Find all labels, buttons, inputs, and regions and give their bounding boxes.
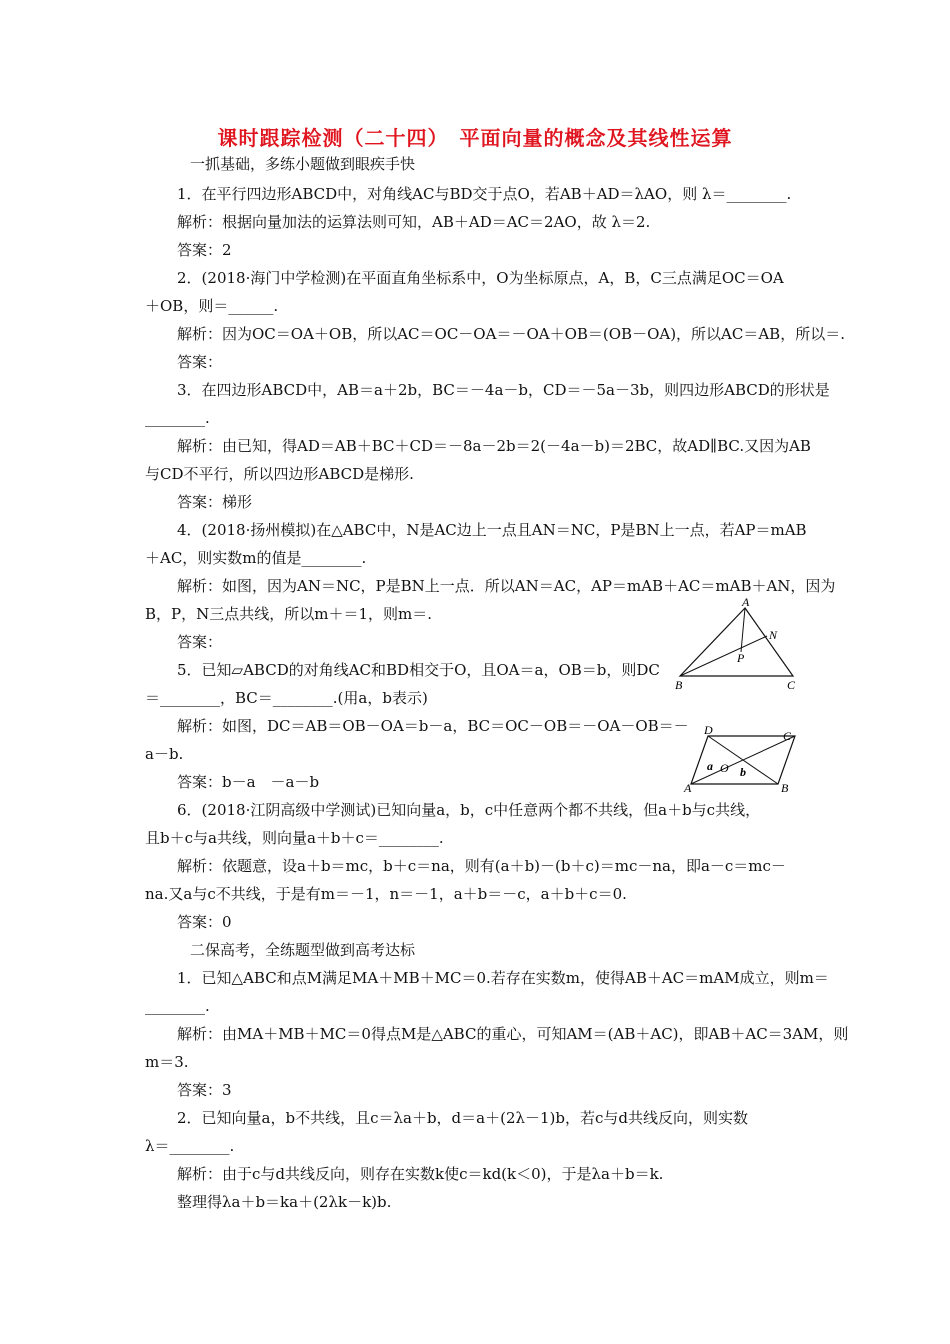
q3-answer: 答案：梯形 xyxy=(177,493,253,511)
label-a: A xyxy=(742,596,750,609)
q1-analysis: 解析：根据向量加法的运算法则可知，AB＋AD＝AC＝2AO，故 λ＝2. xyxy=(177,213,651,231)
label-d: D xyxy=(704,726,713,737)
section-heading-basics: 一抓基础，多练小题做到眼疾手快 xyxy=(190,155,416,173)
label-vec-b: b xyxy=(740,765,746,779)
q6-analysis-line2: na.又a与c不共线，于是有m＝－1，n＝－1，a＋b＝－c，a＋b＋c＝0. xyxy=(145,885,627,903)
q6-stem-line2: 且b＋c与a共线，则向量a＋b＋c＝________. xyxy=(145,829,444,847)
segment-ap xyxy=(741,608,745,652)
q4-analysis-line1: 解析：如图，因为AN＝NC，P是BN上一点．所以AN＝AC，AP＝mAB＋AC＝mAB＋AN，因为 xyxy=(177,577,836,595)
q4-stem-line2: ＋AC，则实数m的值是________. xyxy=(145,549,367,567)
triangle-figure xyxy=(665,596,815,694)
q4-analysis-line2: B，P，N三点共线，所以m＋＝1，则m＝. xyxy=(145,605,433,623)
label-p: P xyxy=(737,651,745,665)
label-c: C xyxy=(787,678,796,692)
q5-stem-line2: ＝________，BC＝________.(用a，b表示) xyxy=(145,689,428,707)
adv-q1-analysis-line2: m＝3. xyxy=(145,1053,189,1071)
label-b: B xyxy=(675,678,683,692)
q1-answer: 答案：2 xyxy=(177,241,232,259)
adv-q1-stem-line1: 1．已知△ABC和点M满足MA＋MB＋MC＝0.若存在实数m，使得AB＋AC＝mAM成立，则m＝ xyxy=(177,969,829,987)
q2-analysis: 解析：因为OC＝OA＋OB，所以AC＝OC－OA＝－OA＋OB＝(OB－OA)，所以AC＝AB，所以＝. xyxy=(177,325,845,343)
q5-stem-line1: 5．已知▱ABCD的对角线AC和BD相交于O，且OA＝a，OB＝b，则DC xyxy=(177,661,660,679)
label-c2: C xyxy=(783,729,792,743)
q2-answer: 答案： xyxy=(177,353,223,371)
adv-q2-analysis-line2: 整理得λa＋b＝ka＋(2λk－k)b. xyxy=(177,1193,392,1211)
q3-stem-line1: 3．在四边形ABCD中，AB＝a＋2b，BC＝－4a－b，CD＝－5a－3b，则四边形ABCD的形状是 xyxy=(177,381,830,399)
parallelogram-figure xyxy=(683,726,803,796)
q5-analysis-line2: a－b. xyxy=(145,745,184,763)
adv-q2-stem-line2: λ＝________. xyxy=(145,1137,235,1155)
adv-q1-answer: 答案：3 xyxy=(177,1081,232,1099)
adv-q1-analysis-line1: 解析：由MA＋MB＋MC＝0得点M是△ABC的重心，可知AM＝(AB＋AC)，即AB＋AC＝3AM，则 xyxy=(177,1025,849,1043)
q6-answer: 答案：0 xyxy=(177,913,232,931)
adv-q1-stem-line2: ________. xyxy=(145,997,210,1015)
adv-q2-stem-line1: 2．已知向量a，b不共线，且c＝λa＋b，d＝a＋(2λ－1)b，若c与d共线反向，则实数 xyxy=(177,1109,748,1127)
triangle-abc xyxy=(680,608,793,676)
q3-analysis-line2: 与CD不平行，所以四边形ABCD是梯形. xyxy=(145,465,414,483)
label-n: N xyxy=(769,628,778,642)
q6-analysis-line1: 解析：依题意，设a＋b＝mc，b＋c＝na，则有(a＋b)－(b＋c)＝mc－na，即a－c＝mc－ xyxy=(177,857,786,875)
q2-stem-line1: 2．(2018·海门中学检测)在平面直角坐标系中，O为坐标原点，A，B，C三点满足OC＝OA xyxy=(177,269,784,287)
adv-q2-analysis-line1: 解析：由于c与d共线反向，则存在实数k使c＝kd(k＜0)，于是λa＋b＝k. xyxy=(177,1165,664,1183)
q5-analysis-line1: 解析：如图，DC＝AB＝OB－OA＝b－a，BC＝OC－OB＝－OA－OB＝－ xyxy=(177,717,689,735)
q1-stem: 1．在平行四边形ABCD中，对角线AC与BD交于点O，若AB＋AD＝λAO，则 λ＝________. xyxy=(177,185,792,203)
q4-answer: 答案： xyxy=(177,633,223,651)
section-heading-advanced: 二保高考，全练题型做到高考达标 xyxy=(190,941,416,959)
page-title: 课时跟踪检测（二十四） 平面向量的概念及其线性运算 xyxy=(217,126,733,150)
label-b2: B xyxy=(781,781,789,795)
q3-stem-line2: ________. xyxy=(145,409,210,427)
segment-bn xyxy=(680,636,767,676)
q2-stem-line2: ＋OB，则＝______. xyxy=(145,297,279,315)
q5-answer: 答案：b－a －a－b xyxy=(177,773,320,791)
q4-stem-line1: 4．(2018·扬州模拟)在△ABC中，N是AC边上一点且AN＝NC，P是BN上一点，若AP＝mAB xyxy=(177,521,807,539)
label-a2: A xyxy=(684,781,692,795)
label-vec-a: a xyxy=(707,759,713,773)
q3-analysis-line1: 解析：由已知，得AD＝AB＋BC＋CD＝－8a－2b＝2(－4a－b)＝2BC，故AD∥BC.又因为AB xyxy=(177,437,811,455)
label-o: O xyxy=(720,761,729,775)
q6-stem-line1: 6．(2018·江阴高级中学测试)已知向量a，b，c中任意两个都不共线，但a＋b与c共线， xyxy=(177,801,761,819)
